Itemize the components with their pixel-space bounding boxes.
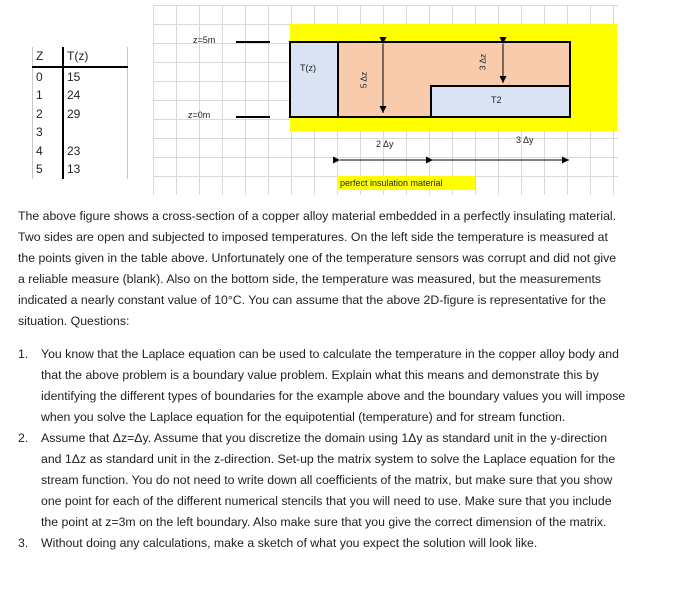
intro-paragraph: The above figure shows a cross-section of a copper alloy material embedded in a perfectly insulating material. Two sides are open and subjected to imposed temperatures. On the left side the temperature is measured at the points given in the table above. Unfortunately one of the temperature sensors was corrupt and did not give a reliable measure (blank). Also on the bottom side, the temperature was measured, but the measurements indicated a nearly constant value of 10°C. You can assume that the above 2D-figure is representative for the situation. Questions: xyxy=(18,209,617,328)
question-list xyxy=(18,344,626,554)
cross-section-figure xyxy=(0,0,690,200)
z-cell: 4 xyxy=(33,142,64,161)
question-number: 2. xyxy=(18,431,29,445)
height-label-right: 3 Δz xyxy=(477,53,488,71)
t-cell: 29 xyxy=(63,105,128,124)
question-text: You know that the Laplace equation can be used to calculate the temperature in the copper alloy body and that the above problem is a boundary value problem. Explain what this means and demonstrate this by identifying the different types of boundaries for the example above and the boundary values you will impose when you solve the Laplace equation for the equipotential (temperature) and for stream function. xyxy=(41,347,626,424)
z-cell: 1 xyxy=(33,86,64,105)
z-cell: 3 xyxy=(33,123,64,142)
question-text: Without doing any calculations, make a sketch of what you expect the solution will look like. xyxy=(41,536,538,550)
t-cell: 23 xyxy=(63,142,128,161)
left-boundary-label: T(z) xyxy=(300,63,316,73)
height-label-left: 5 Δz xyxy=(358,71,369,89)
question-number: 3. xyxy=(18,536,29,550)
t-cell: 24 xyxy=(63,86,128,105)
t-cell: 13 xyxy=(63,160,128,179)
insulation-label: perfect insulation material xyxy=(340,178,443,188)
table-header-t: T(z) xyxy=(63,47,128,67)
question-item xyxy=(18,344,626,428)
z-cell: 0 xyxy=(33,67,64,87)
question-item xyxy=(18,428,626,533)
z-cell: 5 xyxy=(33,160,64,179)
right-boundary-label: T2 xyxy=(491,95,502,105)
z-bottom-label: z=0m xyxy=(188,110,211,120)
width-label-left: 2 Δy xyxy=(376,139,394,149)
t-cell: 15 xyxy=(63,67,128,87)
z-top-label: z=5m xyxy=(193,35,216,45)
table-header-z: Z xyxy=(33,47,64,67)
question-number: 1. xyxy=(18,347,29,361)
question-text: Assume that Δz=Δy. Assume that you discretize the domain using 1Δy as standard unit in the y-direction and 1Δz as standard unit in the z-direction. Set-up the matrix system to solve the Laplace equation for the stream function. You do not need to write down all coefficients of the matrix, but make sure that you show one point for each of the different numerical stencils that you will need to use. Make sure that you include the point at z=3m on the left boundary. Also make sure that you give the correct dimension of the matrix. xyxy=(41,431,616,529)
width-label-right: 3 Δy xyxy=(516,135,534,145)
z-cell: 2 xyxy=(33,105,64,124)
question-item xyxy=(18,533,626,554)
left-boundary-box xyxy=(290,42,338,117)
